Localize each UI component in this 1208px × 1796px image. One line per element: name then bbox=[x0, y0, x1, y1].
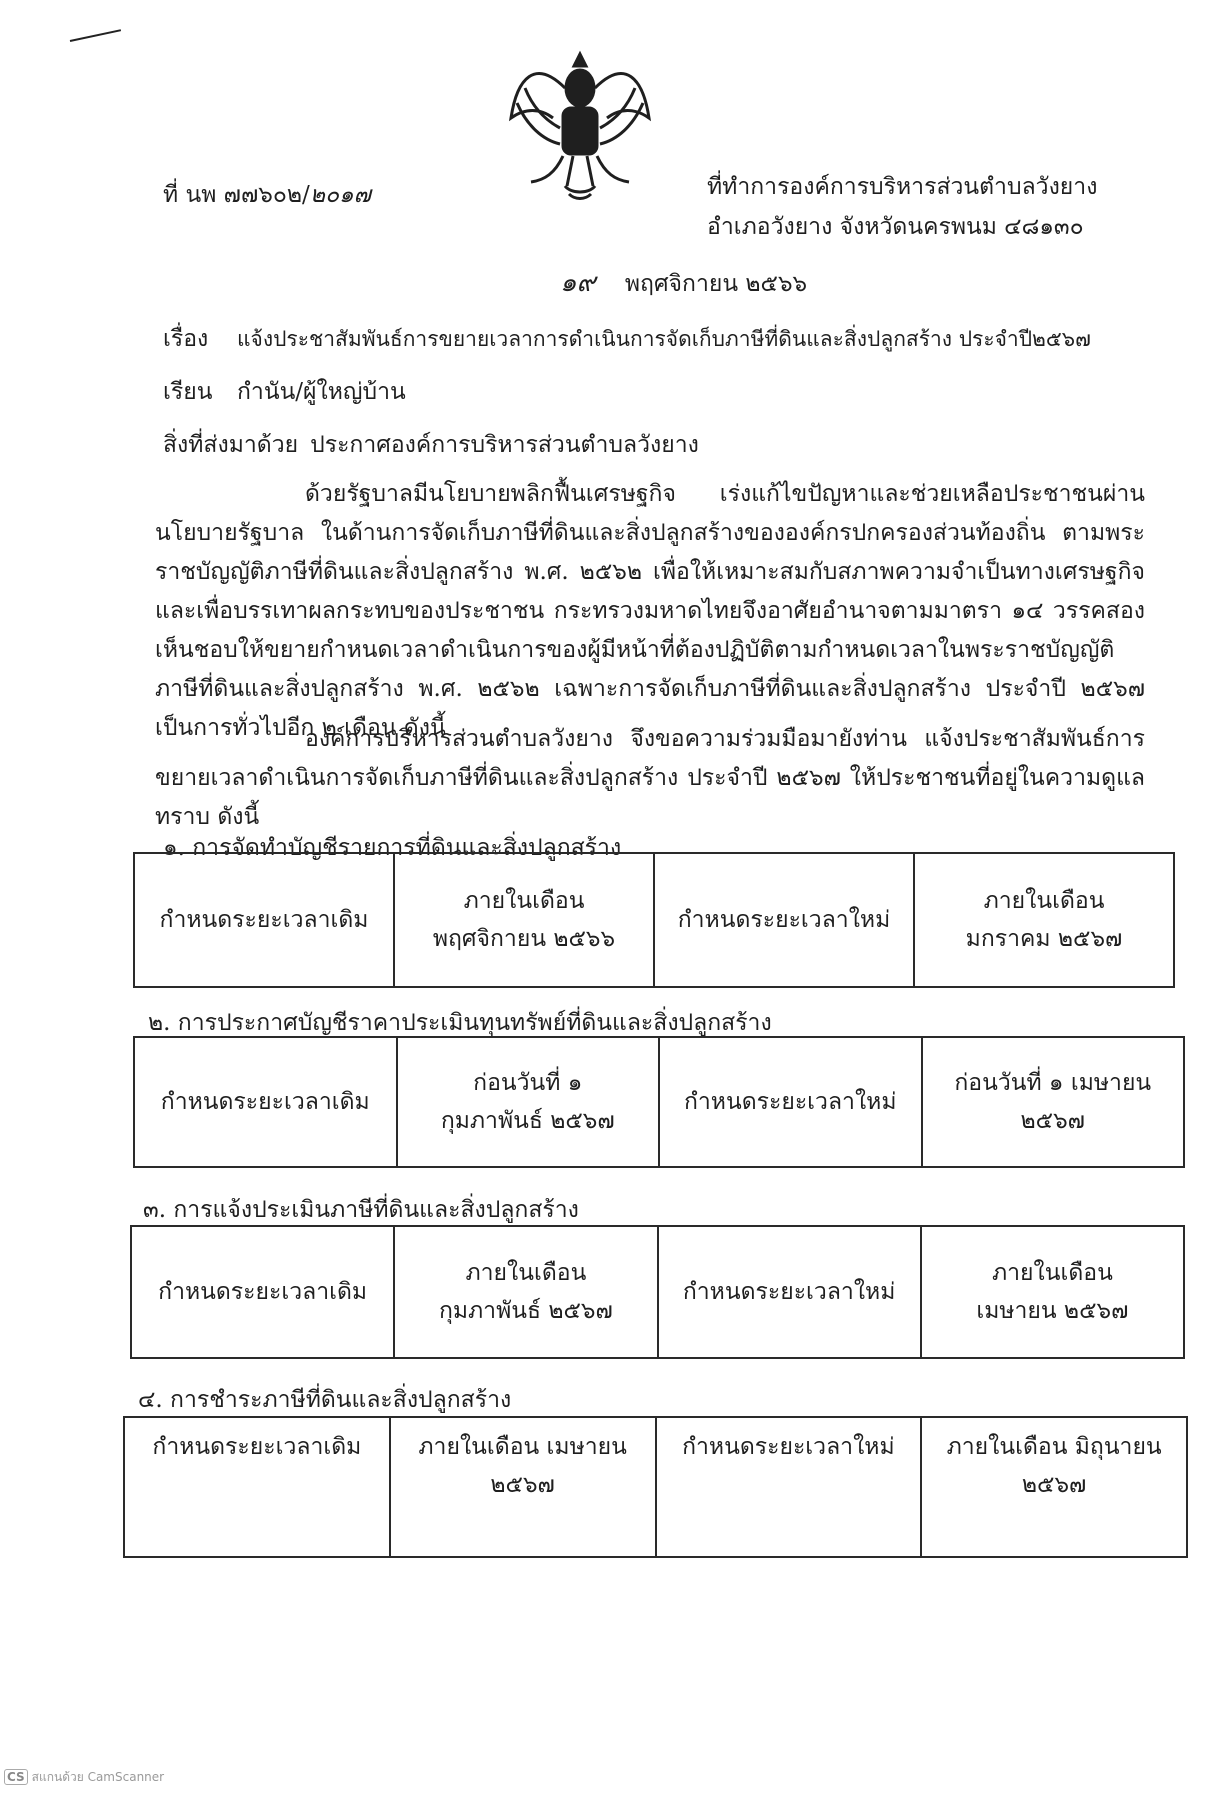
table-row bbox=[124, 1417, 1187, 1557]
document-number-handwritten: ๒๐๑๗ bbox=[309, 182, 371, 208]
document-number bbox=[163, 180, 371, 210]
section-4-title: ๔. การชำระภาษีที่ดินและสิ่งปลูกสร้าง bbox=[138, 1387, 512, 1413]
section-1-table bbox=[133, 852, 1175, 988]
old-deadline-line1: ก่อนวันที่ ๑ bbox=[473, 1070, 583, 1096]
old-deadline-label: กำหนดระยะเวลาเดิม bbox=[134, 853, 394, 987]
camscanner-text: สแกนด้วย CamScanner bbox=[31, 1770, 165, 1784]
subject-row bbox=[163, 324, 1091, 354]
section-2-table bbox=[133, 1036, 1185, 1168]
new-deadline-value bbox=[921, 1226, 1184, 1358]
office-address-line2: อำเภอวังยาง จังหวัดนครพนม ๔๘๑๓๐ bbox=[707, 214, 1084, 240]
old-deadline-line1: ภายในเดือน เมษายน bbox=[418, 1434, 627, 1460]
old-deadline-line2: พฤศจิกายน ๒๕๖๖ bbox=[432, 926, 616, 952]
garuda-emblem-icon bbox=[505, 48, 655, 203]
new-deadline-value bbox=[921, 1417, 1187, 1557]
enclosure-label: สิ่งที่ส่งมาด้วย bbox=[163, 432, 299, 458]
old-deadline-line2: ๒๕๖๗ bbox=[490, 1472, 555, 1498]
old-deadline-label: กำหนดระยะเวลาเดิม bbox=[124, 1417, 390, 1557]
new-deadline-line2: เมษายน ๒๕๖๗ bbox=[976, 1298, 1129, 1324]
new-deadline-label: กำหนดระยะเวลาใหม่ bbox=[656, 1417, 922, 1557]
old-deadline-line1: ภายในเดือน bbox=[465, 1260, 587, 1286]
section-4-table bbox=[123, 1416, 1188, 1558]
office-address-line1: ที่ทำการองค์การบริหารส่วนตำบลวังยาง bbox=[707, 174, 1098, 200]
body-paragraph-1 bbox=[155, 475, 1145, 748]
subject-label: เรื่อง bbox=[163, 326, 209, 352]
body-paragraph-1-text: ด้วยรัฐบาลมีนโยบายพลิกฟื้นเศรษฐกิจ เร่งแก้ไขปัญหาและช่วยเหลือประชาชนผ่านนโยบายรัฐบาล ในด้านการจัดเก็บภาษีที่ดินและสิ่งปลูกสร้างขององค์กรปกครองส่วนท้องถิ่น ตามพระราชบัญญัติภาษีที่ดินและสิ่งปลูกสร้าง พ.ศ. ๒๕๖๒ เพื่อให้เหมาะสมกับสภาพความจำเป็นทางเศรษฐกิจและเพื่อบรรเทาผลกระทบของประชาชน กระทรวงมหาดไทยจึงอาศัยอำนาจตามมาตรา ๑๔ วรรคสอง เห็นชอบให้ขยายกำหนดเวลาดำเนินการของผู้มีหน้าที่ต้องปฏิบัติตามกำหนดเวลาในพระราชบัญญัติภาษีที่ดินและสิ่งปลูกสร้าง พ.ศ. ๒๕๖๒ เฉพาะการจัดเก็บภาษีที่ดินและสิ่งปลูกสร้าง ประจำปี ๒๕๖๗ เป็นการทั่วไปอีก ๒ เดือน ดังนี้ bbox=[155, 481, 1145, 741]
new-deadline-line1: ภายในเดือน มิถุนายน bbox=[946, 1434, 1162, 1460]
new-deadline-value bbox=[922, 1037, 1185, 1167]
camscanner-watermark bbox=[4, 1768, 164, 1787]
new-deadline-line2: ๒๕๖๗ bbox=[1021, 1472, 1087, 1498]
recipient-label: เรียน bbox=[163, 379, 213, 405]
new-deadline-label: กำหนดระยะเวลาใหม่ bbox=[654, 853, 914, 987]
table-row bbox=[134, 1037, 1184, 1167]
document-number-label: ที่ นพ ๗๗๖๐๒/ bbox=[163, 182, 310, 208]
new-deadline-label: กำหนดระยะเวลาใหม่ bbox=[659, 1037, 922, 1167]
section-1-title: ๑. การจัดทำบัญชีรายการที่ดินและสิ่งปลูกสร้าง bbox=[163, 835, 622, 861]
new-deadline-line1: ภายในเดือน bbox=[991, 1260, 1113, 1286]
new-deadline-line1: ภายในเดือน bbox=[983, 888, 1105, 914]
body-paragraph-2-text: องค์การบริหารส่วนตำบลวังยาง จึงขอความร่วมมือมายังท่าน แจ้งประชาสัมพันธ์การขยายเวลาดำเนินการจัดเก็บภาษีที่ดินและสิ่งปลูกสร้าง ประจำปี ๒๕๖๗ ให้ประชาชนที่อยู่ในความดูแลทราบ ดังนี้ bbox=[155, 726, 1145, 830]
section-3-title: ๓. การแจ้งประเมินภาษีที่ดินและสิ่งปลูกสร้าง bbox=[143, 1197, 579, 1223]
recipient-text: กำนัน/ผู้ใหญ่บ้าน bbox=[237, 379, 406, 405]
old-deadline-line1: ภายในเดือน bbox=[463, 888, 585, 914]
enclosure-text: ประกาศองค์การบริหารส่วนตำบลวังยาง bbox=[310, 432, 699, 458]
letter-date bbox=[560, 268, 807, 299]
new-deadline-line1: ก่อนวันที่ ๑ เมษายน bbox=[954, 1070, 1152, 1096]
old-deadline-value bbox=[394, 1226, 657, 1358]
table-row bbox=[131, 1226, 1184, 1358]
old-deadline-value bbox=[390, 1417, 656, 1557]
old-deadline-label: กำหนดระยะเวลาเดิม bbox=[134, 1037, 397, 1167]
new-deadline-line2: มกราคม ๒๕๖๗ bbox=[965, 926, 1123, 952]
date-day-handwritten: ๑๙ bbox=[560, 268, 596, 298]
table-row bbox=[134, 853, 1174, 987]
section-2-title: ๒. การประกาศบัญชีราคาประเมินทุนทรัพย์ที่ดินและสิ่งปลูกสร้าง bbox=[148, 1010, 772, 1036]
enclosure-row bbox=[163, 430, 699, 460]
old-deadline-line2: กุมภาพันธ์ ๒๕๖๗ bbox=[438, 1298, 613, 1324]
recipient-row bbox=[163, 377, 406, 407]
old-deadline-label: กำหนดระยะเวลาเดิม bbox=[131, 1226, 394, 1358]
old-deadline-line2: กุมภาพันธ์ ๒๕๖๗ bbox=[440, 1108, 615, 1134]
pen-stroke bbox=[70, 29, 121, 42]
new-deadline-value bbox=[914, 853, 1174, 987]
section-3-table bbox=[130, 1225, 1185, 1359]
subject-text: แจ้งประชาสัมพันธ์การขยายเวลาการดำเนินการจัดเก็บภาษีที่ดินและสิ่งปลูกสร้าง ประจำปี๒๕๖๗ bbox=[237, 327, 1091, 351]
body-paragraph-2 bbox=[155, 720, 1145, 837]
date-month-year: พฤศจิกายน ๒๕๖๖ bbox=[624, 271, 808, 297]
new-deadline-line2: ๒๕๖๗ bbox=[1020, 1108, 1085, 1134]
camscanner-logo: CS bbox=[4, 1769, 28, 1785]
new-deadline-label: กำหนดระยะเวลาใหม่ bbox=[658, 1226, 921, 1358]
old-deadline-value bbox=[397, 1037, 660, 1167]
old-deadline-value bbox=[394, 853, 654, 987]
